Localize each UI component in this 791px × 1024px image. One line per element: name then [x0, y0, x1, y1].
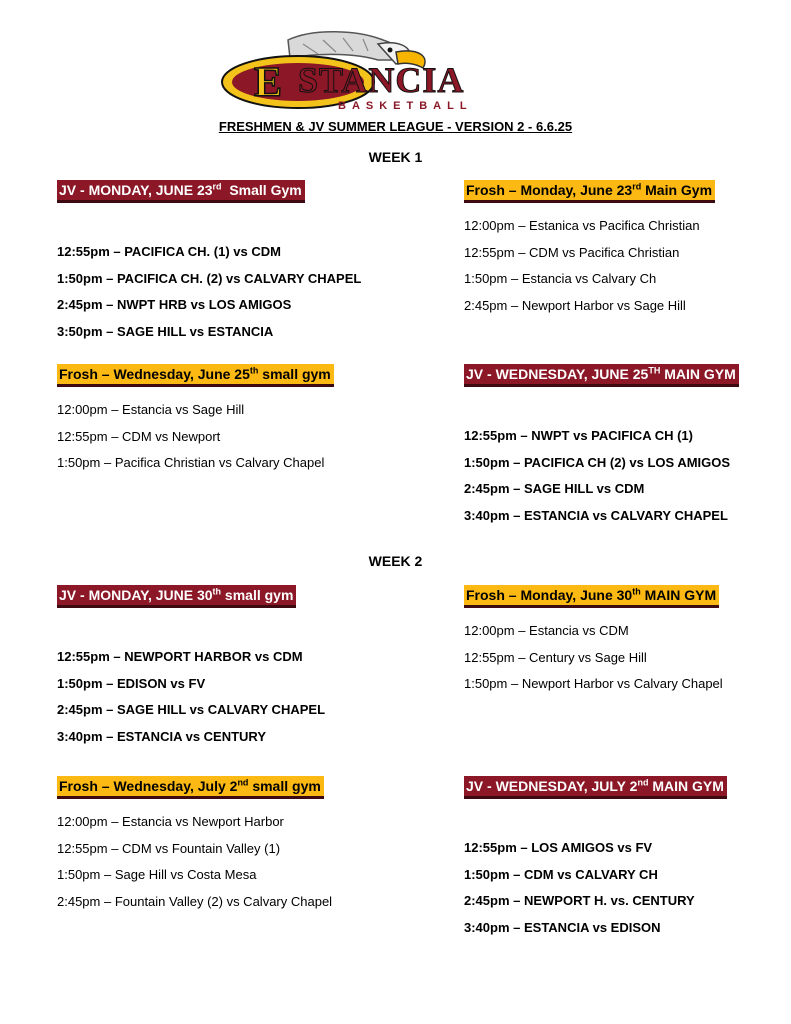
week-2-label: WEEK 2 [368, 553, 423, 569]
game-row: 12:55pm – NEWPORT HARBOR vs CDM [57, 649, 303, 664]
game-row: 1:50pm – PACIFICA CH. (2) vs CALVARY CHAPEL [57, 270, 362, 286]
schedule-section [464, 776, 727, 941]
schedule-section [57, 180, 361, 345]
game-row: 3:50pm – SAGE HILL vs ESTANCIA [57, 323, 274, 339]
logo-subtext: BASKETBALL [338, 100, 473, 112]
game-row: 3:40pm – ESTANCIA vs CENTURY [57, 728, 267, 744]
section-header: JV - WEDNESDAY, JULY 2nd MAIN GYM [464, 776, 727, 799]
game-row: 3:40pm – ESTANCIA vs EDISON [464, 919, 661, 935]
game-row: 12:00pm – Estancia vs Newport Harbor [57, 814, 284, 829]
game-row: 2:45pm – NWPT HRB vs LOS AMIGOS [57, 297, 292, 312]
game-row: 12:55pm – PACIFICA CH. (1) vs CDM [57, 244, 281, 259]
game-row: 3:40pm – ESTANCIA vs CALVARY CHAPEL [464, 507, 728, 523]
game-row: 1:50pm – Estancia vs Calvary Ch [464, 271, 657, 286]
logo-wordmark: STANCIA [298, 60, 465, 100]
section-header: JV - MONDAY, JUNE 30th small gym [57, 585, 296, 608]
game-row: 1:50pm – Newport Harbor vs Calvary Chapel [464, 676, 723, 691]
section-header: Frosh – Wednesday, June 25th small gym [57, 364, 334, 387]
schedule-section [57, 776, 332, 915]
game-row: 2:45pm – SAGE HILL vs CDM [464, 481, 645, 496]
game-row: 12:55pm – CDM vs Newport [57, 428, 221, 444]
game-row: 12:55pm – LOS AMIGOS vs FV [464, 840, 653, 855]
game-row: 1:50pm – CDM vs CALVARY CH [464, 866, 658, 882]
game-row: 12:00pm – Estancia vs Sage Hill [57, 402, 245, 417]
section-header: Frosh – Monday, June 23rd Main Gym [464, 180, 715, 203]
schedule-section [464, 585, 723, 698]
game-row: 1:50pm – Pacifica Christian vs Calvary Chapel [57, 455, 325, 470]
schedule-section [464, 364, 739, 529]
game-row: 2:45pm – Fountain Valley (2) vs Calvary Chapel [57, 893, 333, 909]
section-header: Frosh – Monday, June 30th MAIN GYM [464, 585, 719, 608]
schedule-section [57, 364, 334, 477]
game-row: 12:00pm – Estanica vs Pacifica Christian [464, 218, 700, 233]
week-1-label: WEEK 1 [368, 149, 423, 165]
game-row: 12:55pm – CDM vs Pacifica Christian [464, 244, 680, 260]
game-row: 2:45pm – SAGE HILL vs CALVARY CHAPEL [57, 702, 326, 717]
eagle-logo-graphic [218, 30, 563, 112]
section-header: Frosh – Wednesday, July 2nd small gym [57, 776, 324, 799]
game-row: 12:00pm – Estancia vs CDM [464, 623, 629, 638]
game-row: 12:55pm – Century vs Sage Hill [464, 649, 647, 665]
estancia-basketball-logo [218, 30, 563, 112]
schedule-section [464, 180, 715, 319]
game-row: 2:45pm – Newport Harbor vs Sage Hill [464, 297, 686, 313]
section-header: JV - MONDAY, JUNE 23rd Small Gym [57, 180, 305, 203]
league-subtitle: FRESHMEN & JV SUMMER LEAGUE - VERSION 2 - 6.6.25 [218, 119, 573, 134]
game-row: 1:50pm – PACIFICA CH (2) vs LOS AMIGOS [464, 454, 731, 470]
game-row: 1:50pm – Sage Hill vs Costa Mesa [57, 867, 257, 882]
logo-letter-e: E [254, 60, 283, 106]
section-header: JV - WEDNESDAY, JUNE 25TH MAIN GYM [464, 364, 739, 387]
game-row: 12:55pm – CDM vs Fountain Valley (1) [57, 840, 281, 856]
game-row: 12:55pm – NWPT vs PACIFICA CH (1) [464, 428, 693, 443]
game-row: 2:45pm – NEWPORT H. vs. CENTURY [464, 893, 695, 908]
schedule-section [57, 585, 325, 750]
game-row: 1:50pm – EDISON vs FV [57, 675, 206, 691]
